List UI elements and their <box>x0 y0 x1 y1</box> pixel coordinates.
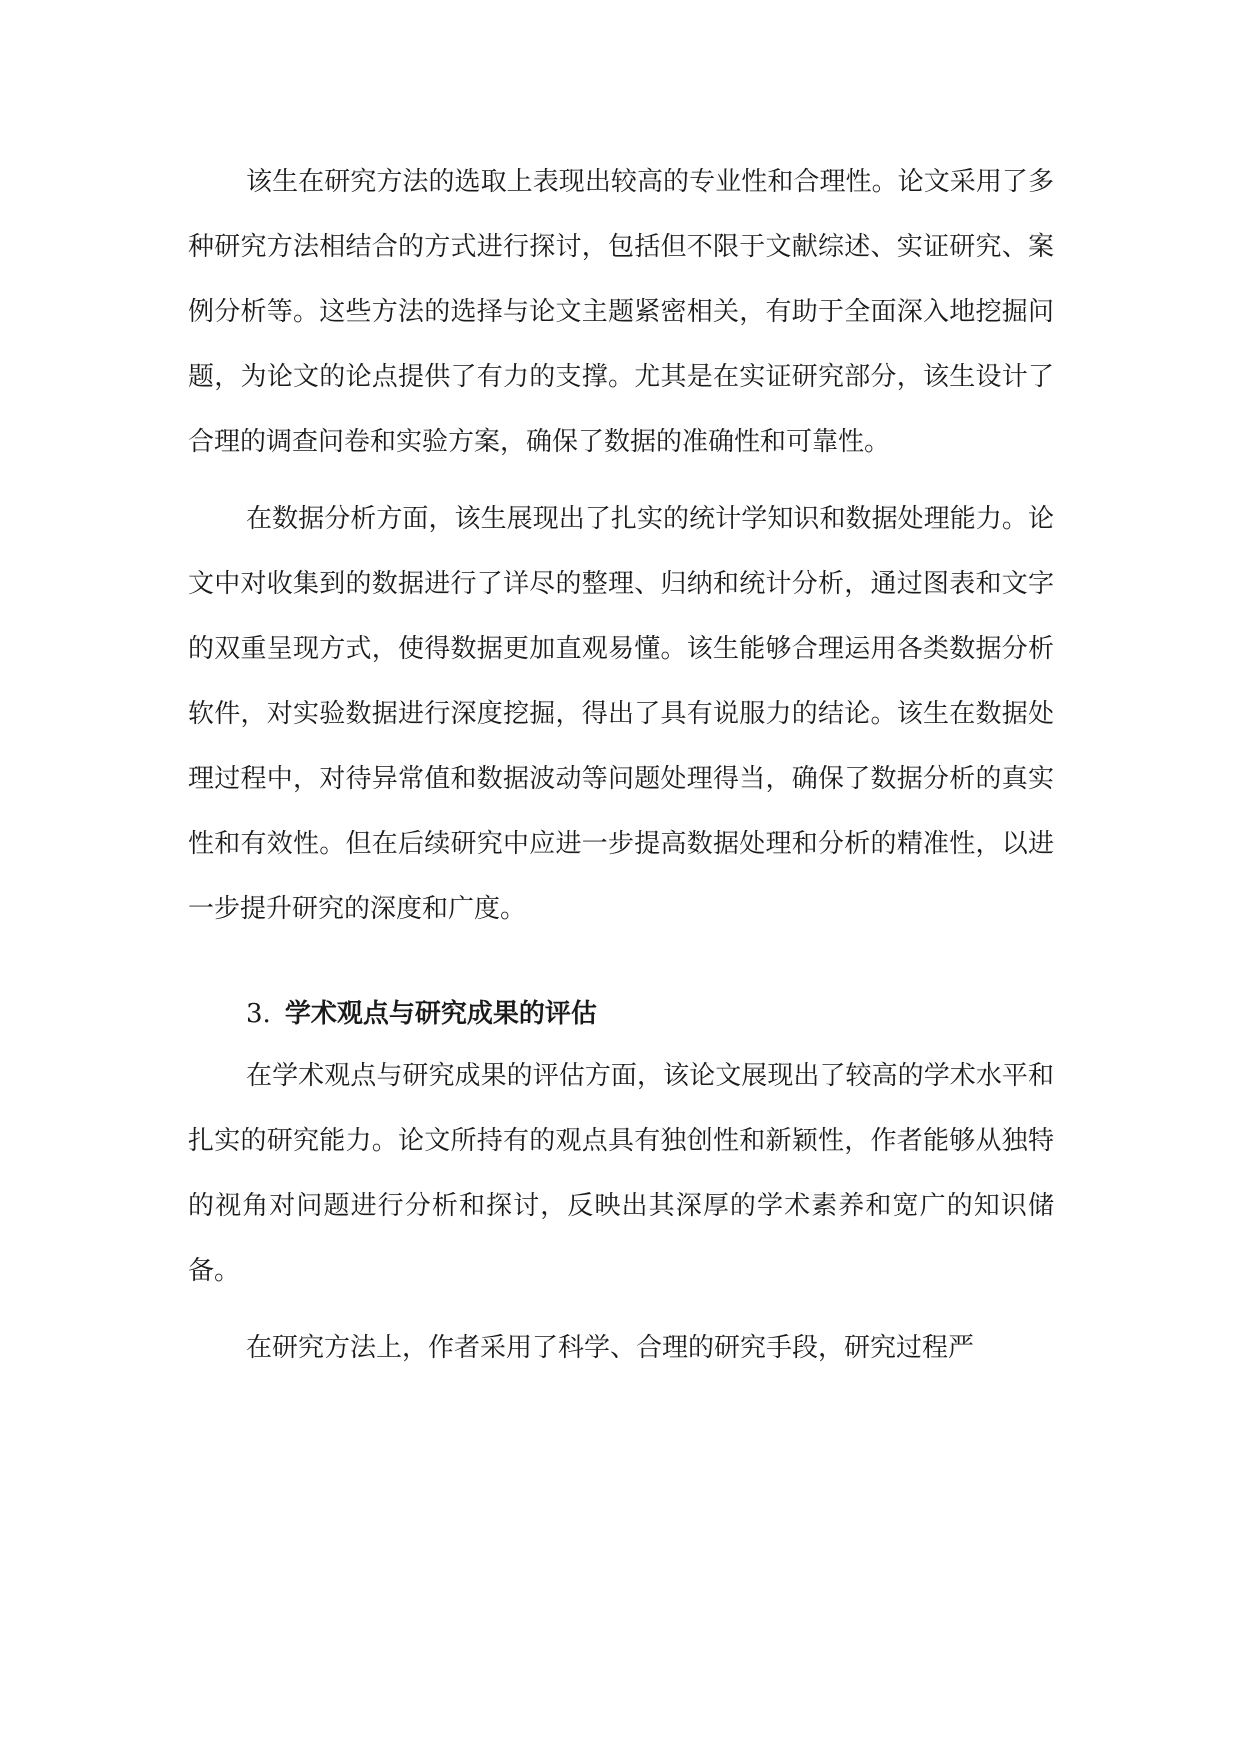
paragraph-data-analysis: 在数据分析方面，该生展现出了扎实的统计学知识和数据处理能力。论文中对收集到的数据进行了详尽的整理、归纳和统计分析，通过图表和文字的双重呈现方式，使得数据更加直观易懂。该生能够合理运用各类数据分析软件，对实验数据进行深度挖掘，得出了具有说服力的结论。该生在数据处理过程中，对待异常值和数据波动等问题处理得当，确保了数据分析的真实性和有效性。但在后续研究中应进一步提高数据处理和分析的精准性，以进一步提升研究的深度和广度。 <box>188 504 1054 924</box>
paragraph-academic-views: 在学术观点与研究成果的评估方面，该论文展现出了较高的学术水平和扎实的研究能力。论文所持有的观点具有独创性和新颖性，作者能够从独特的视角对问题进行分析和探讨，反映出其深厚的学术素养和宽广的知识储备。 <box>188 1061 1054 1286</box>
paragraph-research-methods: 该生在研究方法的选取上表现出较高的专业性和合理性。论文采用了多种研究方法相结合的方式进行探讨，包括但不限于文献综述、实证研究、案例分析等。这些方法的选择与论文主题紧密相关，有助于全面深入地挖掘问题，为论文的论点提供了有力的支撑。尤其是在实证研究部分，该生设计了合理的调查问卷和实验方案，确保了数据的准确性和可靠性。 <box>188 167 1054 457</box>
section-title: 学术观点与研究成果的评估 <box>284 999 597 1029</box>
section-heading <box>188 984 1054 1044</box>
document-body <box>188 150 1054 1381</box>
paragraph-research-approach: 在研究方法上，作者采用了科学、合理的研究手段，研究过程严 <box>246 1333 975 1363</box>
section-number: 3. <box>246 999 271 1029</box>
